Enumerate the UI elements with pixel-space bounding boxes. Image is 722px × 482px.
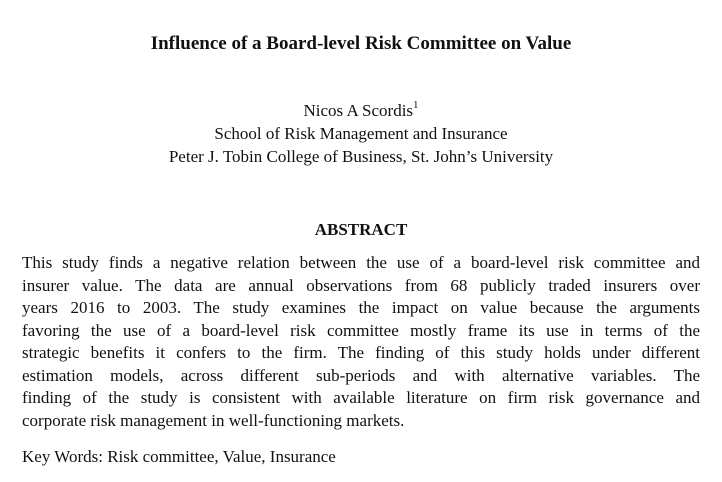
abstract-heading: ABSTRACT xyxy=(314,220,408,239)
abstract-line: favoring the use of a board-level risk committee mostly frame its use in terms of the xyxy=(22,320,700,340)
author-line xyxy=(0,99,722,122)
keywords-line: Key Words: Risk committee, Value, Insurance xyxy=(22,447,336,466)
paper-title: Influence of a Board-level Risk Committee on Value xyxy=(150,33,572,54)
abstract-body xyxy=(22,252,700,432)
abstract-line: estimation models, across different sub-periods and with alternative variables. The xyxy=(22,365,700,385)
abstract-line: strategic benefits it confers to the firm. The finding of this study holds under different xyxy=(22,343,700,362)
author-footnote-marker: 1 xyxy=(413,99,419,112)
abstract-line: corporate risk management in well-functioning markets. xyxy=(22,410,405,430)
abstract-line: finding of the study is consistent with available literature on firm risk governance and xyxy=(22,388,700,407)
author-affiliation-school: School of Risk Management and Insurance xyxy=(214,124,508,143)
abstract-line: insurer value. The data are annual observations from 68 publicly traded insurers over xyxy=(22,275,700,295)
abstract-line: This study finds a negative relation between the use of a board-level risk committee and xyxy=(22,253,700,272)
author-affiliation-college: Peter J. Tobin College of Business, St. John’s University xyxy=(168,147,554,166)
author-name: Nicos A Scordis xyxy=(303,101,414,120)
author-block xyxy=(0,99,722,168)
abstract-line: years 2016 to 2003. The study examines the impact on value because the arguments xyxy=(22,298,700,317)
